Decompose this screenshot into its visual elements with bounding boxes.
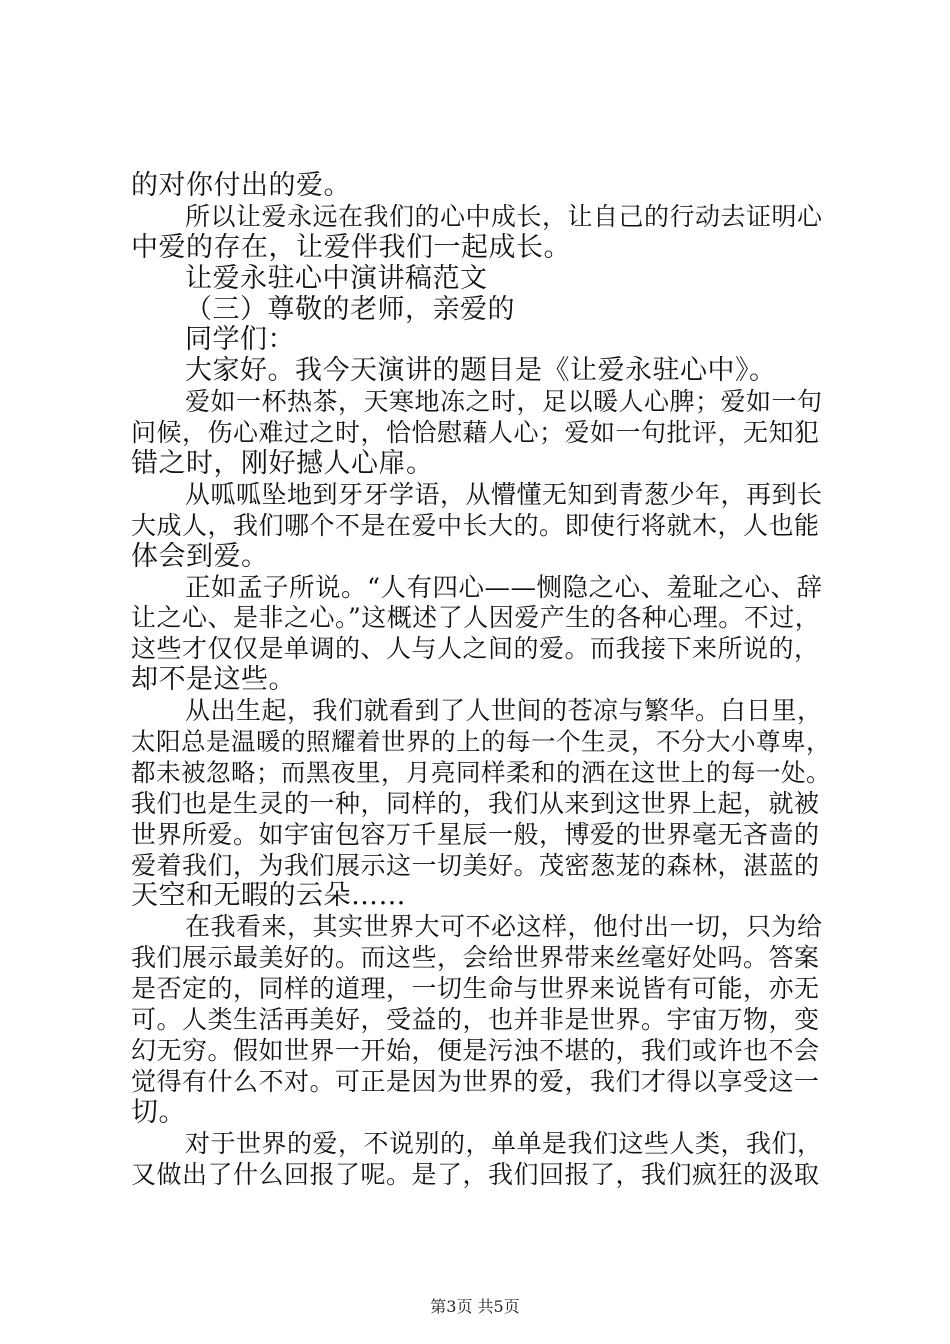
text-line: 中爱的存在，让爱伴我们一起成长。	[131, 232, 571, 263]
text-line: 世界所爱。如宇宙包容万千星辰一般，博爱的世界毫无吝啬的	[131, 819, 820, 849]
text-line: 我们展示最美好的。而这些，会给世界带来丝毫好处吗。答案	[131, 943, 820, 973]
text-line: 我们也是生灵的一种，同样的，我们从来到这世界上起，就被	[131, 788, 820, 818]
text-line: 体会到爱。	[131, 541, 269, 572]
text-line: 都未被忽略；而黑夜里，月亮同样柔和的洒在这世上的每一处。	[131, 757, 831, 787]
text-line: 错之时，刚好撼人心扉。	[131, 449, 434, 480]
page-footer: 第3页 共5页	[430, 1297, 520, 1316]
text-line: 却不是这些。	[131, 665, 296, 696]
text-line: 所以让爱永远在我们的心中成长，让自己的行动去证明心	[185, 201, 823, 231]
text-line: 爱着我们，为我们展示这一切美好。茂密葱茏的森林，湛蓝的	[131, 850, 820, 880]
text-line: 大成人，我们哪个不是在爱中长大的。即使行将就木，人也能	[131, 510, 820, 540]
text-line: 又做出了什么回报了呢。是了，我们回报了，我们疯狂的汲取	[131, 1159, 820, 1189]
text-line: 对于世界的爱，不说别的，单单是我们这些人类，我们，	[185, 1128, 823, 1158]
text-line: 让爱永驻心中演讲稿范文	[185, 263, 488, 294]
text-line: 的对你付出的爱。	[131, 171, 351, 201]
text-line: 从出生起，我们就看到了人世间的苍凉与繁华。白日里，	[185, 696, 823, 726]
text-line: 天空和无暇的云朵……	[131, 881, 406, 912]
text-line: （三）尊敬的老师，亲爱的	[185, 294, 515, 325]
text-line: 觉得有什么不对。可正是因为世界的爱，我们才得以享受这一	[131, 1066, 820, 1096]
document-body	[131, 171, 831, 1190]
text-line: 幻无穷。假如世界一开始，便是污浊不堪的，我们或许也不会	[131, 1035, 820, 1065]
text-line: 是否定的，同样的道理，一切生命与世界来说皆有可能，亦无	[131, 974, 820, 1004]
text-line: 爱如一杯热茶，天寒地冻之时，足以暖人心脾；爱如一句	[185, 387, 823, 417]
text-line: 这些才仅仅是单调的、人与人之间的爱。而我接下来所说的，	[131, 634, 820, 664]
text-line: 可。人类生活再美好，受益的，也并非是世界。宇宙万物，变	[131, 1005, 820, 1035]
text-line: 从呱呱坠地到牙牙学语，从懵懂无知到青葱少年，再到长	[185, 479, 823, 509]
text-line: 正如孟子所说。“人有四心——恻隐之心、羞耻之心、辞	[185, 572, 823, 603]
text-line: 太阳总是温暖的照耀着世界的上的每一个生灵，不分大小尊卑，	[131, 727, 831, 757]
text-line: 切。	[131, 1097, 186, 1128]
text-line: 同学们：	[185, 325, 295, 356]
text-line: 大家好。我今天演讲的题目是《让爱永驻心中》。	[185, 356, 777, 387]
text-line: 在我看来，其实世界大可不必这样，他付出一切，只为给	[185, 912, 823, 942]
text-line: 问候，伤心难过之时，恰恰慰藉人心；爱如一句批评，无知犯	[131, 418, 820, 448]
text-line: 让之心、是非之心。”这概述了人因爱产生的各种心理。不过，	[131, 603, 821, 633]
